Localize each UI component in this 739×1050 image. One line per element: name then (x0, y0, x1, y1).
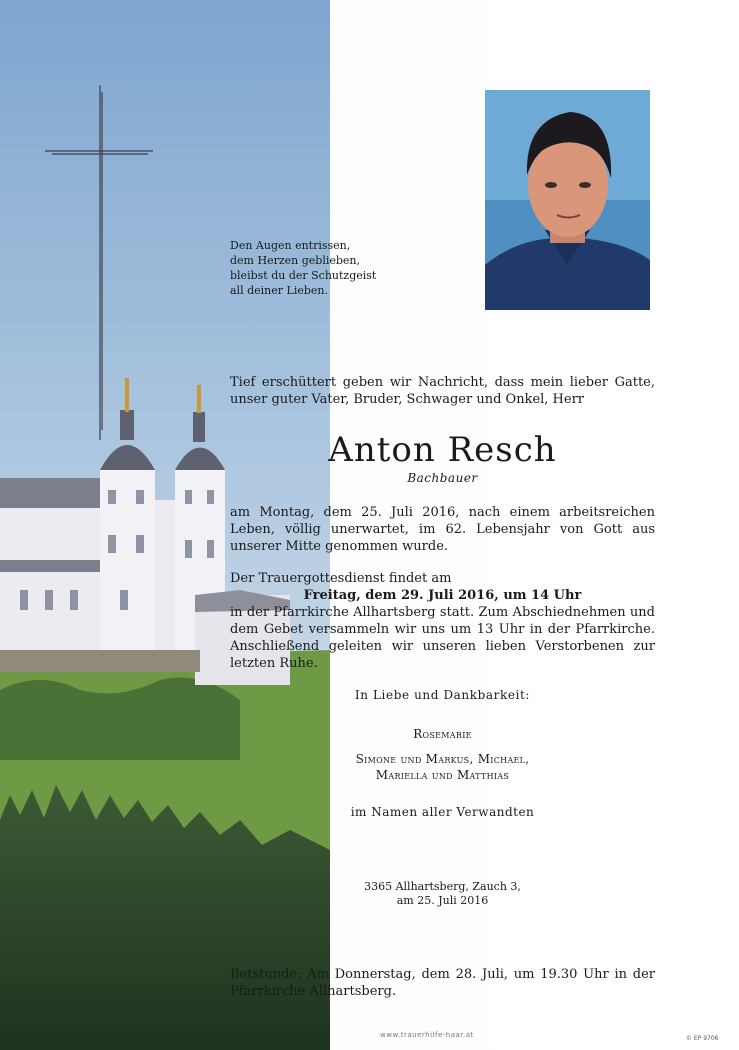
service-text: in der Pfarrkirche Allhartsberg statt. Zum Abschiednehmen und dem Gebet versammeln wir uns um 13 Uhr in der Pfarrkirche. Anschließend geleiten wir unseren lieben Verstorbenen zur letzten Ruhe. (230, 605, 655, 671)
service-date: Freitag, dem 29. Juli 2016, um 14 Uhr (303, 588, 582, 603)
relatives-line: im Namen aller Verwandten (350, 805, 535, 819)
address-block (230, 880, 655, 908)
prayer-notice: Betstunde: Am Donnerstag, dem 28. Juli, um 19.30 Uhr in der Pfarrkirche Allhartsberg. (230, 967, 655, 999)
love-line: In Liebe und Dankbarkeit: (354, 688, 531, 702)
date-line: am 25. Juli 2016 (396, 894, 489, 907)
memorial-quote (230, 238, 430, 298)
quote-line: dem Herzen geblieben, (230, 254, 360, 267)
death-notice-text: am Montag, dem 25. Juli 2016, nach einem arbeitsreichen Leben, völlig unerwartet, im 62. Lebensjahr von Gott aus unserer Mitte genommen wurde. (230, 505, 655, 554)
intro-text: Tief erschüttert geben wir Nachricht, dass mein lieber Gatte, unser guter Vater, Bruder, Schwager und Onkel, Herr (230, 375, 655, 407)
portrait-photo (485, 90, 650, 310)
deceased-nickname: Bachbauer (407, 471, 478, 485)
service-intro: Der Trauergottesdienst findet am (230, 571, 452, 586)
family-spouse: Rosemarie (413, 727, 472, 741)
quote-line: Den Augen entrissen, (230, 239, 351, 252)
footer-url: www.trauerhilfe-haar.at (380, 1031, 474, 1039)
footer-code: © EP 9706 (686, 1035, 719, 1042)
quote-line: all deiner Lieben. (230, 284, 328, 297)
family-children: Simone und Markus, Michael, (355, 752, 530, 766)
address: 3365 Allhartsberg, Zauch 3, (364, 880, 521, 893)
deceased-name: Anton Resch (328, 430, 557, 470)
family-children: Mariella und Matthias (375, 768, 510, 782)
quote-line: bleibst du der Schutzgeist (230, 269, 377, 282)
